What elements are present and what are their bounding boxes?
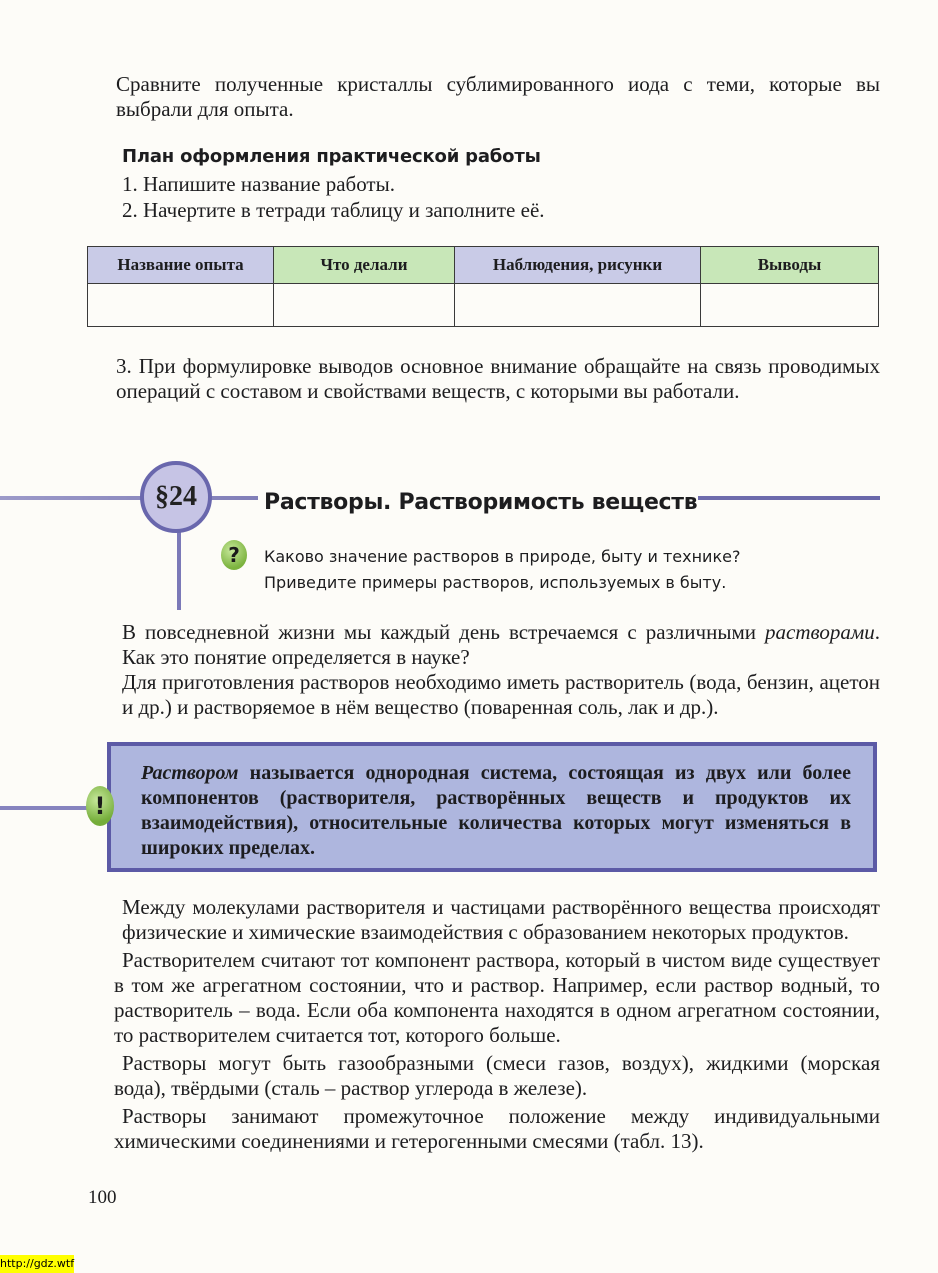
paragraph-solutions-intro: [122, 620, 880, 670]
body-paragraph: Растворы занимают промежуточное положение между индивидуальными химическими соединениями и гетерогенными смесями (табл. 13).: [114, 1104, 880, 1153]
table-header-cell: Что делали: [274, 247, 455, 284]
body-text: [114, 895, 880, 1154]
table-cell: [455, 284, 701, 327]
step3-paragraph: 3. При формулировке выводов основное внимание обращайте на связь проводимых операций с составом и свойствами веществ, с которыми вы работали.: [116, 354, 880, 403]
question-line: Приведите примеры растворов, используемых в быту.: [264, 573, 727, 592]
paragraph-text: В повседневной жизни мы каждый день встречаемся с различными: [122, 620, 766, 644]
section-vertical-line: [177, 530, 181, 610]
plan-step: 1. Напишите название работы.: [122, 172, 395, 196]
table-header-cell: Выводы: [701, 247, 879, 284]
term-solutions: растворами: [765, 620, 875, 644]
section-questions: [264, 544, 740, 596]
page-number: 100: [88, 1187, 117, 1208]
plan-steps: [122, 171, 545, 223]
table-cell: [701, 284, 879, 327]
watermark-link[interactable]: http://gdz.wtf: [0, 1255, 74, 1273]
exclamation-icon: !: [86, 786, 114, 826]
paragraph-solvent: Для приготовления растворов необходимо иметь растворитель (вода, бензин, ацетон и др.) и растворяемое в нём вещество (поваренная соль, лак и др.).: [122, 670, 880, 719]
experiment-table: [87, 246, 879, 327]
body-paragraph: Растворителем считают тот компонент раствора, который в чистом виде существует в том же агрегатном состоянии, что и раствор. Например, если раствор водный, то растворитель – вода. Если оба компонента находятся в одном агрегатном состоянии, то растворителем считается тот, которого больше.: [114, 948, 880, 1047]
body-paragraph: Между молекулами растворителя и частицами растворённого вещества происходят физические и химические взаимодействия с образованием некоторых продуктов.: [122, 895, 880, 944]
table-header-cell: Наблюдения, рисунки: [455, 247, 701, 284]
plan-title: План оформления практической работы: [122, 146, 541, 167]
section-badge: [140, 461, 212, 533]
table-header-cell: Название опыта: [88, 247, 274, 284]
question-line: Каково значение растворов в природе, быту и технике?: [264, 547, 741, 566]
definition-body: называется однородная система, состоящая из двух или более компонентов (растворителя, растворённых веществ и продуктов их взаимодействия), относительные количества которых могут изменяться в широких пределах.: [141, 762, 851, 859]
section-title: Растворы. Растворимость веществ: [264, 490, 698, 515]
definition-text: [141, 761, 851, 861]
plan-step: 2. Начертите в тетради таблицу и заполните её.: [122, 198, 545, 222]
body-paragraph: Растворы могут быть газообразными (смеси газов, воздух), жидкими (морская вода), твёрдыми (сталь – раствор углерода в железе).: [114, 1051, 880, 1100]
table-cell: [88, 284, 274, 327]
question-icon: ?: [221, 540, 247, 570]
table-cell: [274, 284, 455, 327]
definition-box: [107, 742, 877, 872]
definition-term: Раствором: [141, 762, 239, 784]
table-row: [88, 284, 879, 327]
table-header-row: [88, 247, 879, 284]
intro-paragraph: Сравните полученные кристаллы сублимированного иода с теми, которые вы выбрали для опыта.: [116, 72, 880, 121]
section-number: §24: [155, 481, 197, 512]
paragraph-text: . Как это понятие определяется в науке?: [122, 620, 880, 669]
